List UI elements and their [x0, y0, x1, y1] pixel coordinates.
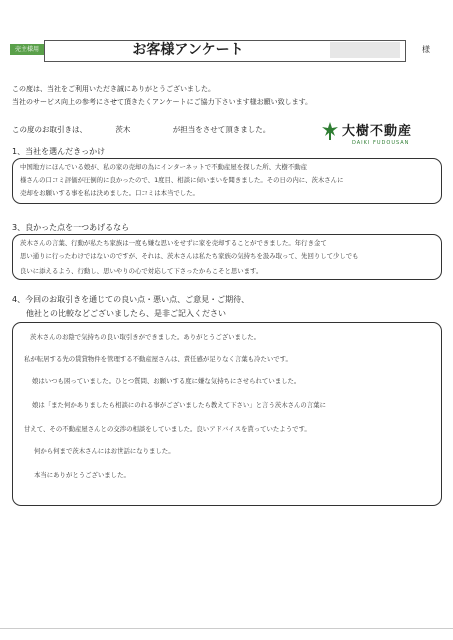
question-4-label: 4、今回のお取引きを通じての良い点・悪い点、ご意見・ご期待、 — [12, 295, 250, 304]
tree-logo-icon — [322, 122, 338, 140]
question-1-label: 1、当社を選んだきっかけ — [12, 147, 106, 156]
staff-prefix: この度のお取引きは、 — [12, 125, 87, 134]
answer-4-line-2: 私が転居する先の賃貸物件を管理する不動産屋さんは、責任感が足りなく言葉も冷たいです。 — [24, 355, 292, 363]
answer-4-line-5: 甘えて、その不動産屋さんとの交渉の相談をしていました。良いアドバイスを貰っていたようです。 — [24, 425, 311, 433]
logo-name: 大樹不動産 — [342, 124, 413, 139]
intro-line-2: 当社のサービス向上の参考にさせて頂きたくアンケートにご協力下さいます様お願い致します。 — [12, 98, 313, 106]
answer-4-line-6: 何から何まで茨木さんにはお世話になりました。 — [34, 447, 175, 455]
question-3-label: 3、良かった点を一つあげるなら — [12, 223, 130, 232]
answer-4-line-4: 娘は「また何かありましたら相談にのれる事がございましたら教えて下さい」と言う茨木さんの言葉に — [32, 401, 326, 409]
answer-4-line-3: 娘はいつも困っていました。ひとつ質問、お願いする度に嫌な気持ちにさせられていました。 — [32, 377, 301, 385]
staff-name: 茨木 — [115, 125, 131, 134]
answer-3-line-2: 思い通りに行ったわけではないのですが、それは、茨木さんは私たち家族の気持ちを汲み取って、先回りして少しでも — [20, 252, 359, 260]
answer-1-line-2: 様さんの口コミ評価が圧倒的に良かったので、1度目、相談に伺いまいを聞きました。その日の内に、茨木さんに — [20, 176, 344, 184]
answer-4-line-7: 本当にありがとうございました。 — [34, 471, 130, 479]
page-edge-line — [0, 628, 453, 629]
answer-1-line-3: 売却をお願いする事を私は決めました。口コミは本当でした。 — [20, 189, 199, 197]
question-4-label-2: 他社との比較などございましたら、是非ご記入ください — [26, 309, 226, 318]
honorific: 様 — [422, 45, 430, 54]
customer-name-redacted — [330, 42, 400, 58]
answer-3-line-3: 良いに添えるよう、行動し、思いやりの心で対応して下さったからこそと思います。 — [20, 267, 263, 275]
seller-tag: 売主様用 — [10, 44, 44, 55]
answer-3-line-1: 茨木さんの言葉、行動が私たち家族は一度も嫌な思いをせずに家を売却することができました。年行き金て — [20, 239, 327, 247]
intro-line-1: この度は、当社をご利用いただき誠にありがとうございました。 — [12, 85, 215, 93]
staff-row — [12, 124, 270, 135]
page-title: お客様アンケート — [132, 42, 244, 58]
answer-1-line-1: 中国地方にほんでいる娘が、私の家の売却の為にインターネットで不動産屋を探した所、大樹不動産 — [20, 163, 308, 171]
logo-romaji: DAIKI FUDOUSAN — [352, 140, 410, 146]
staff-suffix: が担当をさせて頂きました。 — [172, 125, 271, 134]
answer-4-line-1: 茨木さんのお陰で気持ちの良い取引きができました。ありがとうございました。 — [30, 333, 261, 341]
company-logo — [322, 120, 432, 152]
